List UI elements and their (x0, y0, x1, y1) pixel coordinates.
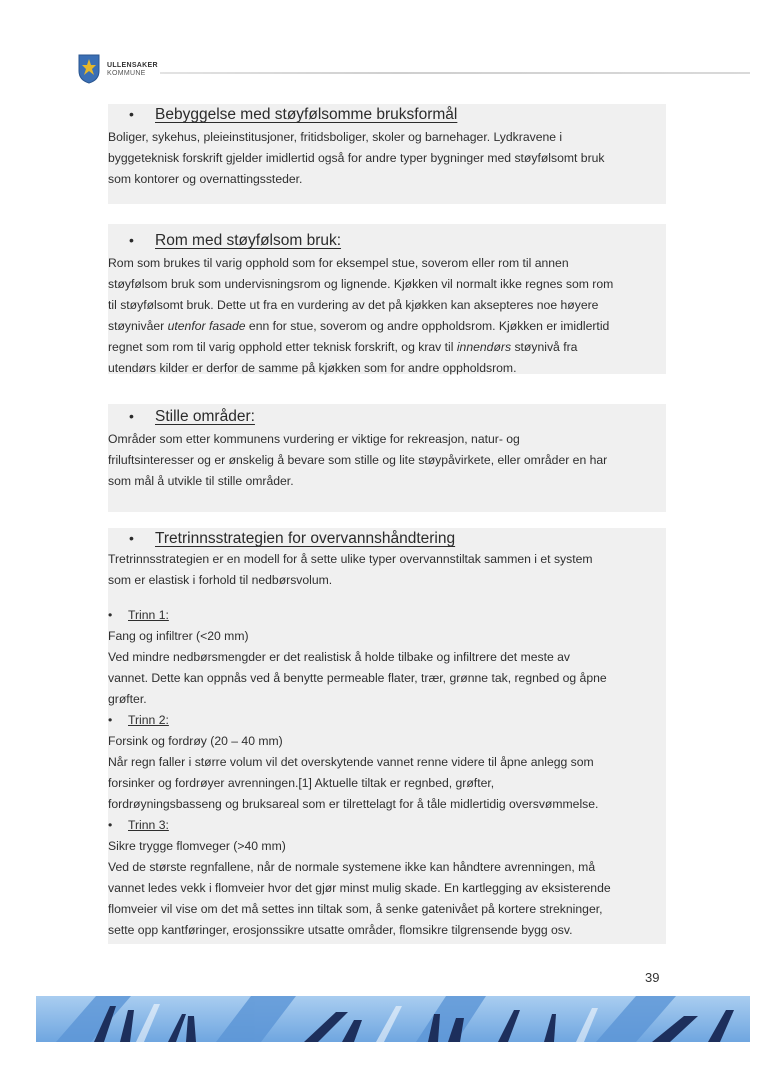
text-line: støynivåer utenfor fasade enn for stue, soverom og andre oppholdsrom. Kjøkken er imidlertid (108, 319, 610, 333)
municipality-shield-icon (78, 54, 100, 84)
step-trinn-3 (108, 815, 666, 941)
bullet-icon: • (108, 818, 113, 832)
text-line: utendørs kilder er derfor de samme på kjøkken som for andre oppholdsrom. (108, 361, 517, 375)
section-heading (129, 104, 666, 125)
section-tretrinnsstrategien (108, 528, 666, 944)
section-paragraph (108, 549, 666, 591)
text-line: Boliger, sykehus, pleieinstitusjoner, fritidsboliger, skoler og barnehager. Lydkravene i (108, 130, 563, 144)
org-name-line2: KOMMUNE (107, 70, 146, 77)
text-line: forsinker og fordrøyer avrenningen.[1] Aktuelle tiltak er regnbed, grøfter, (108, 776, 495, 790)
text-line: friluftsinteresser og er ønskelig å bevare som stille og lite støypåvirkete, eller områder en har (108, 453, 608, 467)
section-rom-med-stoyfolsom-bruk (108, 224, 666, 374)
text-line: Områder som etter kommunens vurdering er viktige for rekreasjon, natur- og (108, 432, 520, 446)
section-paragraph (108, 125, 666, 190)
section-heading (129, 528, 666, 549)
text-line: som er elastisk i forhold til nedbørsvolum. (108, 573, 333, 587)
text-line: Ved mindre nedbørsmengder er det realistisk å holde tilbake og infiltrere det meste av (108, 650, 571, 664)
text-line: fordrøyningsbasseng og bruksareal som er tilrettelagt for å tåle midlertidig oversvømmelse. (108, 797, 599, 811)
bullet-icon: • (108, 608, 113, 622)
municipality-name (107, 62, 158, 78)
text-line: flomveier vil vise om det må settes inn tiltak som, å senke gatenivået på kortere strekninger, (108, 902, 603, 916)
text-line: som mål å utvikle til stille områder. (108, 474, 294, 488)
text-line: vannet ledes vekk i flomveier hvor det gjør minst mulig skade. En kartlegging av eksisterende (108, 881, 611, 895)
text-line: Forsink og fordrøy (20 – 40 mm) (108, 734, 283, 748)
step-heading: • Trinn 1: (108, 605, 666, 626)
bullet-icon: • (129, 408, 134, 424)
page-header (78, 54, 750, 88)
text-line: regnet som rom til varig opphold etter teknisk forskrift, og krav til innendørs støynivå fra (108, 340, 578, 354)
text-line: Sikre trygge flomveger (>40 mm) (108, 839, 286, 853)
bullet-icon: • (129, 232, 134, 248)
section-heading-text: Bebyggelse med støyfølsomme bruksformål (155, 106, 458, 123)
step-trinn-2 (108, 710, 666, 815)
section-heading-text: Stille områder: (155, 408, 255, 425)
header-rule (160, 72, 750, 74)
text-line: Tretrinnsstrategien er en modell for å sette ulike typer overvannstiltak sammen i et system (108, 552, 593, 566)
emphasis-text: innendørs (456, 340, 512, 354)
emphasis-text: utenfor fasade (167, 319, 246, 333)
section-heading-text: Rom med støyfølsom bruk: (155, 232, 342, 249)
text-line: Fang og infiltrer (<20 mm) (108, 629, 249, 643)
text-line: til støyfølsomt bruk. Dette ut fra en vurdering av det på kjøkken kan aksepteres noe høyere (108, 298, 599, 312)
text-line: støyfølsom bruk som undervisningsrom og lignende. Kjøkken vil normalt ikke regnes som rom (108, 277, 614, 291)
section-heading (129, 230, 666, 251)
section-stille-omrader (108, 404, 666, 512)
section-heading-text: Tretrinnsstrategien for overvannshåndtering (155, 530, 456, 547)
text-line: Ved de største regnfallene, når de normale systemene ikke kan håndtere avrenningen, må (108, 860, 596, 874)
text-line: som kontorer og overnattingssteder. (108, 172, 303, 186)
text-line: Rom som brukes til varig opphold som for eksempel stue, soverom eller rom til annen (108, 256, 569, 270)
section-paragraph (108, 251, 666, 379)
footer-banner-graphic (36, 996, 750, 1042)
section-paragraph (108, 427, 666, 492)
step-heading: • Trinn 2: (108, 710, 666, 731)
text-line: sette opp kantføringer, erosjonssikre utsatte områder, flomsikre tilgrensende bygg osv. (108, 923, 573, 937)
text-line: byggeteknisk forskrift gjelder imidlertid også for andre typer bygninger med støyfølsomt bruk (108, 151, 605, 165)
org-name-line1: ULLENSAKER (107, 62, 158, 69)
step-heading: • Trinn 3: (108, 815, 666, 836)
bullet-icon: • (129, 106, 134, 122)
text-line: vannet. Dette kan oppnås ved å benytte permeable flater, trær, grønne tak, regnbed og åpne (108, 671, 607, 685)
text-line: grøfter. (108, 692, 147, 706)
page-number: 39 (645, 970, 660, 985)
section-heading (129, 406, 666, 427)
section-bebyggelse (108, 104, 666, 204)
text-line: Når regn faller i større volum vil det overskytende vannet renne videre til åpne anlegg som (108, 755, 594, 769)
bullet-icon: • (108, 713, 113, 727)
step-trinn-1 (108, 605, 666, 710)
bullet-icon: • (129, 530, 134, 546)
